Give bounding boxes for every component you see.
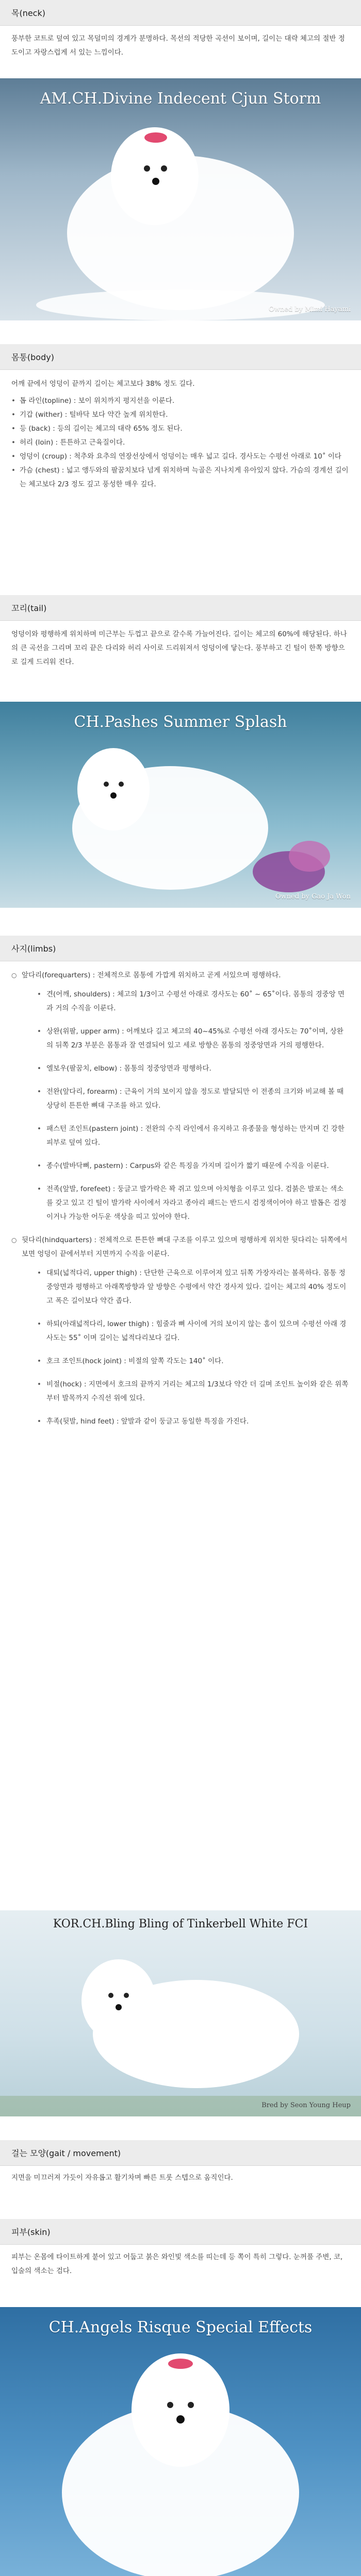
dog-photo-4 [0,2307,361,2576]
section-header-neck [0,0,361,26]
list-item: • 호크 조인트(hock joint) : 비절의 앞쪽 각도는 140˚ 이다. [37,1354,350,1368]
maltese-illustration-1 [0,78,361,320]
list-item: • 견(어깨, shoulders) : 체고의 1/3이고 수평선 아래로 경사도는 60˚ ~ 65˚이다. 몸통의 경중앙 면과 거의 수직을 이룬다. [37,988,350,1015]
body-intro: 어깨 끝에서 엉덩이 끝까지 길이는 체고보다 38% 정도 길다. [11,380,195,388]
list-item: • 비절(hock) : 지면에서 호크의 끝까지 거리는 체고의 1/3보다 약간 더 길며 조인트 높이와 같은 위쪽부터 발목까지 수직선 위에 있다. [37,1378,350,1405]
section-title-tail: 꼬리(tail) [11,603,47,613]
section-header-gait [0,2140,361,2166]
section-body-gait [11,2171,350,2188]
list-item: • 가슴 (chest) : 넓고 앵두와의 팔꿈치보다 넘게 위치하며 늑골은 지나치게 유아있지 않다. 가슴의 경계선 길이는 체고보다 2/3 정도 깊고 풍성한 매우 깊다. [11,464,350,492]
section-header-skin [0,2219,361,2245]
section-title-gait: 걸는 모양(gait / movement) [11,2148,121,2158]
photo-1-credit: Owned by Mimi Hayami [269,306,351,313]
maltese-illustration-3 [0,1910,361,2116]
maltese-illustration-4 [0,2307,361,2576]
neck-text: 풍부한 코트로 덮여 있고 목덜미의 경계가 분명하다. 목선의 적당한 곡선이 보이며, 길이는 대략 체고의 절반 정도이고 자랑스럽게 서 있는 느낌이다. [11,35,345,57]
dog-photo-3 [0,1910,361,2116]
skin-text: 피부는 온몸에 타이트하게 붙어 있고 어둡고 붉은 와인빛 색소를 띠는데 등 쪽이 특히 그렇다. 눈꺼풀 주변, 코, 입술의 색소는 검다. [11,2253,343,2275]
forequarters-list [22,988,350,1224]
list-item: • 등 (back) : 등의 길이는 체고의 대략 65% 정도 된다. [11,422,350,436]
section-body-tail [11,628,350,672]
photo-1-title: AM.CH.Divine Indecent Cjun Storm [40,90,321,108]
section-body-body [11,377,350,492]
photo-3-credit: Bred by Seon Young Heup [261,2102,351,2109]
list-item: • 톱 라인(topline) : 보이 위치까지 평지선을 이룬다. [11,394,350,408]
list-item: • 하퇴(아래넓적다리, lower thigh) : 힘줄과 뼈 사이에 거의 보이지 않는 홈이 있으며 수평선 아래 경사도는 55˚ 이며 길이는 넓적다리보다 길다. [37,1317,350,1345]
list-item: • 종수(발바닥뼈, pastern) : Carpus와 같은 특징을 가지며 길이가 짧기 때문에 수직을 이룬다. [37,1159,350,1173]
body-list [11,394,350,492]
gait-text: 지면을 미끄러져 가듯이 자유롭고 활기차며 빠른 트롯 스텝으로 움직인다. [11,2174,233,2182]
section-body-neck [11,32,350,63]
list-item: • 전족(앞발, forefeet) : 둥글고 발가락은 꽉 쥐고 있으며 아치형을 이루고 있다. 검붉은 발포는 색소를 갖고 있고 긴 털이 발가락 사이에서 자라고 종아리 패드는 반드시 검정색이어야 하고 발톱은 검정이거나 가능한 어두운 색상을 띠고 있어야 한다. [37,1182,350,1224]
maltese-illustration-2 [0,702,361,908]
section-header-body [0,344,361,370]
photo-2-credit: Owned by Gao Ja Won [275,893,351,901]
list-item: • 상완(위팔, upper arm) : 어깨보다 길고 체고의 40~45%로 수평선 아래 경사도는 70˚이며, 상완의 뒤쪽 2/3 부분은 몸통과 잘 연결되어 있고 세로 방향은 몸통의 정중앙면과 거의 평행한다. [37,1025,350,1053]
list-item: • 엘보우(팔꿈치, elbow) : 몸통의 정중앙면과 평행하다. [37,1062,350,1076]
hindquarters-list [22,1266,350,1429]
limbs-groups [11,969,350,1429]
section-title-body: 몸통(body) [11,352,54,362]
limbs-group-hindquarters [11,1233,350,1429]
photo-2-title: CH.Pashes Summer Splash [74,713,287,731]
section-body-skin [11,2250,350,2281]
tail-text: 엉덩이와 평행하게 위치하며 미근부는 두껍고 끝으로 갈수록 가늘어진다. 길이는 체고의 60%에 해당된다. 하나의 큰 곡선을 그리며 꼬리 끝은 다리와 허리 사이로 드리워져서 엉덩이에 닿는다. 풍부하고 긴 털이 한쪽 방향으로 길게 드리워 진다. [11,630,347,666]
list-item: • 전완(앞다리, forearm) : 근육이 거의 보이지 않을 정도로 발달되만 이 전종의 크기와 비교해 볼 때 상당히 튼튼한 뼈대 구조를 하고 있다. [37,1085,350,1113]
list-item: • 후족(뒷발, hind feet) : 앞발과 같이 둥글고 동일한 특징을 가진다. [37,1415,350,1429]
list-item: • 대퇴(넓적다리, upper thigh) : 단단한 근육으로 이루어져 있고 뒤쪽 가장자리는 볼록하다. 몸통 정중앙면과 평행하고 아래쪽방향과 앞 방향은 수평에서 약간 경사져 있다. 길이는 체고의 40% 정도이고 폭은 길이보다 약간 좁다. [37,1266,350,1308]
list-item: • 기갑 (wither) : 털바닥 보다 약간 높게 위치한다. [11,408,350,422]
list-item: • 엉덩이 (croup) : 척추와 요추의 연장선상에서 엉덩이는 매우 넓고 길다. 경사도는 수평선 아래로 10˚ 이다 [11,450,350,464]
section-title-limbs: 사지(limbs) [11,944,56,954]
hindquarters-label: 뒷다리(hindquarters) : 전체적으로 튼튼한 뼈대 구조를 이루고 있으며 평행하게 위치한 뒷다리는 뒤쪽에서 보면 엉덩이 끝에서부터 지면까지 수직을 이룬다. [22,1236,348,1258]
list-item: • 패스턴 조인트(pastern joint) : 전완의 수직 라인에서 유지하고 유종물을 형성하는 만지며 긴 강한 피부로 덮여 있다. [37,1122,350,1150]
limbs-group-forequarters [11,969,350,1224]
dog-photo-2 [0,702,361,908]
photo-4-title: CH.Angels Risque Special Effects [48,2318,313,2336]
forequarters-label: 앞다리(forequarters) : 전체적으로 몸통에 가깝게 위치하고 곧게 서있으며 평행하다. [22,971,281,979]
section-header-limbs [0,936,361,961]
section-body-limbs [11,969,350,1438]
section-title-neck: 목(neck) [11,8,45,18]
section-title-skin: 피부(skin) [11,2227,51,2237]
dog-photo-1 [0,78,361,320]
photo-3-title: KOR.CH.Bling Bling of Tinkerbell White FCI [53,1918,308,1930]
list-item: • 허리 (loin) : 튼튼하고 근육질이다. [11,436,350,450]
section-header-tail [0,595,361,621]
